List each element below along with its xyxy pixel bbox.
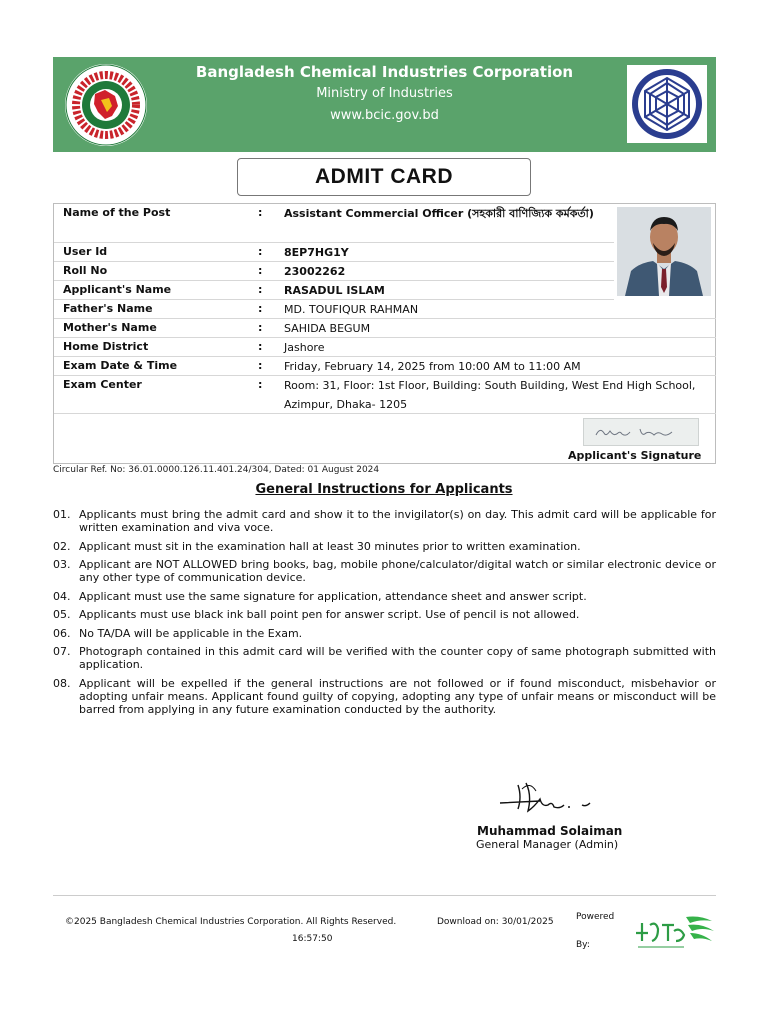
field-colon: : [258,302,263,315]
field-row-applicant-name [54,281,614,300]
field-label: Father's Name [63,302,153,315]
instruction-text: Applicant will be expelled if the general instructions are not followed or if found misconduct, misbehavior or adopting unfair means. Applicant found guilty of copying, adopting any type of unfair means or misconduct will be barred from applying in any future examination conducted by the authority. [79,676,716,716]
organization-name: Bangladesh Chemical Industries Corporation [195,63,574,81]
instruction-number: 05. [53,608,71,621]
organization-website[interactable]: www.bcic.gov.bd [330,108,439,123]
field-value: Friday, February 14, 2025 from 10:00 AM to 11:00 AM [284,360,581,373]
instruction-text: Applicant must use the same signature for application, attendance sheet and answer script. [79,589,587,603]
field-row-exam-center [54,376,716,414]
field-row-home-district [54,338,716,357]
instruction-item [53,645,716,671]
field-colon: : [258,359,263,372]
field-label: Mother's Name [63,321,157,334]
field-colon: : [258,321,263,334]
field-row-post [54,204,614,243]
admit-card-title: ADMIT CARD [237,158,531,196]
instruction-text: Applicants must use black ink ball point pen for answer script. Use of pencil is not allowed. [79,608,580,621]
field-colon: : [258,283,263,296]
field-label: Home District [63,340,149,353]
footer-powered: Powered [576,912,615,922]
instructions-title: General Instructions for Applicants [255,482,513,497]
instruction-number: 04. [53,589,71,603]
instruction-number: 02. [53,539,71,553]
applicant-signature-image [583,418,699,446]
field-label: User Id [63,245,108,258]
bcic-logo-icon [627,65,707,143]
instruction-item [53,540,716,553]
instruction-text: Applicant are NOT ALLOWED bring books, bag, mobile phone/calculator/digital watch or similar electronic device or any other type of communication device. [79,558,716,584]
header-banner [53,57,716,152]
field-label: Applicant's Name [63,283,172,296]
instruction-text: No TA/DA will be applicable in the Exam. [79,626,303,640]
instruction-number: 08. [53,676,71,690]
instruction-item [53,677,716,716]
instruction-number: 03. [53,558,71,571]
footer-download-time: 16:57:50 [292,934,333,944]
instruction-text: Applicants must bring the admit card and show it to the invigilator(s) on day. This admit card will be applicable for written examination and viva voce. [79,508,716,534]
field-colon: : [258,264,263,277]
field-row-exam-date [54,357,716,376]
field-value: 23002262 [284,265,346,278]
field-value: 8EP7HG1Y [284,246,349,259]
field-value: Room: 31, Floor: 1st Floor, Building: South Building, West End High School, Azimpur, Dhaka- 1205 [284,379,696,411]
footer-by: By: [576,940,590,950]
field-value: Assistant Commercial Officer (সহকারী বাণিজ্যিক কর্মকর্তা) [284,207,594,220]
field-value: MD. TOUFIQUR RAHMAN [284,303,419,316]
instructions-list [53,508,716,721]
instruction-item [53,558,716,584]
authority-designation: General Manager (Admin) [476,838,619,851]
field-value: SAHIDA BEGUM [284,322,371,335]
applicant-signature-label: Applicant's Signature [568,449,702,462]
field-colon: : [258,206,263,219]
field-label: Exam Date & Time [63,359,178,372]
field-row-father-name [54,300,716,319]
field-row-user-id [54,243,614,262]
circular-reference: Circular Ref. No: 36.01.0000.126.11.401.24/304, Dated: 01 August 2024 [53,465,380,475]
field-label: Exam Center [63,378,142,391]
teletalk-logo-icon [634,911,716,951]
instruction-item [53,590,716,603]
applicant-photo [617,207,711,296]
instruction-item [53,627,716,640]
instruction-text: Applicant must sit in the examination hall at least 30 minutes prior to written examination. [79,539,581,553]
authority-signature-image [496,777,596,819]
authority-name: Muhammad Solaiman [477,824,623,838]
field-colon: : [258,378,263,391]
field-value: RASADUL ISLAM [284,284,385,297]
field-value: Jashore [284,341,325,354]
footer-divider [53,895,716,896]
ministry-name: Ministry of Industries [316,86,453,101]
footer-download-date: Download on: 30/01/2025 [437,917,554,927]
instruction-text: Photograph contained in this admit card will be verified with the counter copy of same photograph submitted with application. [79,645,716,671]
field-label: Name of the Post [63,206,171,219]
footer-copyright: ©2025 Bangladesh Chemical Industries Corporation. All Rights Reserved. [65,917,397,927]
instruction-number: 07. [53,645,71,658]
field-colon: : [258,340,263,353]
instruction-number: 06. [53,626,71,640]
field-row-roll-no [54,262,614,281]
instruction-number: 01. [53,508,71,521]
field-row-mother-name [54,319,716,338]
field-colon: : [258,245,263,258]
instruction-item [53,608,716,621]
instruction-item [53,508,716,534]
field-label: Roll No [63,264,108,277]
